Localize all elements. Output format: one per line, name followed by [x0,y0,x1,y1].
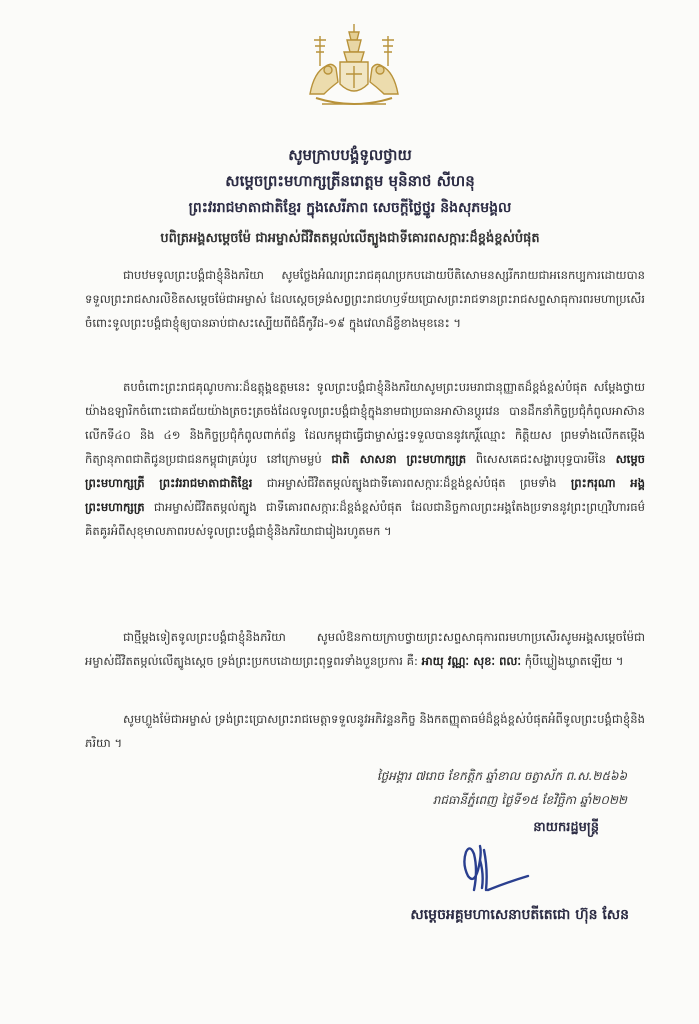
paragraph-1: ជាបឋមទូលព្រះបង្គំជាខ្ញុំនិងភរិយា សូមថ្លែងអំណរព្រះរាជគុណប្រកបដោយបីតិសោមនស្សរីករាយជាអនេកប្បការដោយបានទទួលព្រះរាជសារលិខិតសម្តេចម៉ែជាអម្ចាស់ ដែលស្តេចទ្រង់សព្វព្រះរាជហឫទ័យប្រោសព្រះរាជទានព្រះរាជសព្ទសាធុការពរមហាប្រសើរចំពោះទូលព្រះបង្គំជាខ្ញុំឲ្យបានឆាប់ជាសះស្បើយពីជំងឺកូវីដ-១៩ ក្នុងវេលាដ៏ខ្លីខាងមុខនេះ ។ [85,268,645,330]
paragraph-2 [85,375,645,615]
royal-coat-of-arms-icon [300,22,408,114]
paragraph-3-text-c: កុំបីឃ្លៀងឃ្លាតឡើយ ។ [524,654,624,668]
paragraph-3-bold-blessings: អាយុ វណ្ណៈ សុខៈ ពលៈ [421,654,522,668]
paragraph-3 [85,625,645,697]
date-place: រាជធានីភ្នំពេញ ថ្ងៃទី១៥ ខែវិច្ឆិកា ឆ្នាំ២០២២ [432,793,627,807]
subject-line: បពិត្រអង្គសម្តេចម៉ែ ជាអម្ចាស់ជីវិតតម្កល់លើត្បូងជាទីគោរពសក្ការៈដ៏ខ្ពង់ខ្ពស់បំផុត [160,231,540,246]
paragraph-2-bold-king: ព្រះករុណា អង្គព្រះមហាក្សត្រ [85,476,645,514]
salutation-line: សូមក្រាបបង្គំទូលថ្វាយ [288,146,412,164]
paragraph-2-bold-queen: សម្តេចព្រះមហាក្សត្រី ព្រះវររាជមាតាជាតិខ្មែរ [85,452,645,490]
paragraph-2-bold-nation: ជាតិ សាសនា ព្រះមហាក្សត្រ [331,452,467,466]
handwritten-signature [448,840,532,898]
paragraph-2-text-c: ពិសេសគេជះសង្ហារបុទ្ធបារមីនៃ [475,452,606,466]
date-lunar: ថ្ងៃអង្គារ ៧រោច ខែកត្តិក ឆ្នាំខាល ចត្វាស័ក ព.ស.២៥៦៦ [376,769,627,783]
paragraph-2-text-a: តបចំពោះព្រះរាជគុណូបការៈដ៏ឧត្តុង្គឧត្តមនេះ ទូលព្រះបង្គំជាខ្ញុំនិងភរិយាសូមព្រះបរមរាជានុញ្ញាតដ៏ខ្ពង់ខ្ពស់បំផុត សម្តែងថ្វាយយ៉ាងឧឡារិកចំពោះជោគជ័យយ៉ាងត្រចះត្រចង់ដែលទូលព្រះបង្គំជាខ្ញុំក្នុងនាមជាប្រធានអាស៊ានប្តូរវេន បានដឹកនាំកិច្ចប្រជុំកំពូលអាស៊ានលើកទី៤០ និង ៤១ និងកិច្ចប្រជុំកំពូលពាក់ព័ន្ធ ដែលកម្ពុជាធ្វើជាម្ចាស់ផ្ទះទទួលបាននូវកេរ្តិ៍ឈ្មោះ កិត្តិយស ព្រមទាំងលើកតម្កើងកិត្យានុភាពជាតិជូនប្រជាជនកម្ពុជាគ្រប់រូប នៅក្រោមម្លប់ [85,380,645,466]
paragraph-2-text-e: ជាអម្ចាស់ជីវិតតម្កល់ត្បូង ជាទីគោរពសក្ការៈដ៏ខ្ពង់ខ្ពស់បំផុត ដែលជានិច្ចកាលព្រះអង្គតែងប្រទាននូវព្រះព្រហ្មវិហារធម៌គិតគូរអំពីសុខុមាលភាពរបស់ទូលព្រះបង្គំជាខ្ញុំនិងភរិយាជារៀងរហូតមក ។ [85,500,645,538]
signer-name: សម្តេចអគ្គមហាសេនាបតីតេជោ ហ៊ុន សែន [410,907,629,923]
signer-role: នាយករដ្ឋមន្ត្រី [533,820,599,835]
paragraph-4: សូមហ្លួងម៉ែជាអម្ចាស់ ទ្រង់ព្រះប្រោសព្រះរាជមេត្តាទទួលនូវអភិវន្ទនកិច្ច និងកតញ្ញុតាធម៌ដ៏ខ្ពង់ខ្ពស់បំផុតអំពីទូលព្រះបង្គំជាខ្ញុំនិងភរិយា ។ [85,712,645,750]
addressee-name: សម្តេចព្រះមហាក្សត្រីនរោត្តម មុនិនាថ សីហនុ [225,172,475,190]
addressee-title: ព្រះវររាជមាតាជាតិខ្មែរ ក្នុងសេរីភាព សេចក្តីថ្លៃថ្នូរ និងសុភមង្គល [188,200,512,216]
paragraph-2-text-d: ជាអម្ចាស់ជីវិតតម្កល់ត្បូងជាទីគោរពសក្ការៈដ៏ខ្ពង់ខ្ពស់បំផុត ព្រមទាំង [266,476,557,490]
paragraph-3-text-a: ជាថ្មីម្តងទៀតទូលព្រះបង្គំជាខ្ញុំនិងភរិយា សូមលំឱនកាយក្រាបថ្វាយព្រះសព្ទសាធុការពរមហាប្រសើរសូមអង្គសម្តេចម៉ែជាអម្ចាស់ជីវិតតម្កល់លើត្បូងស្តេច ទ្រង់ព្រះប្រកបដោយព្រះពុទ្ធពរទាំងបួនប្រការ គឺ: [85,630,645,668]
